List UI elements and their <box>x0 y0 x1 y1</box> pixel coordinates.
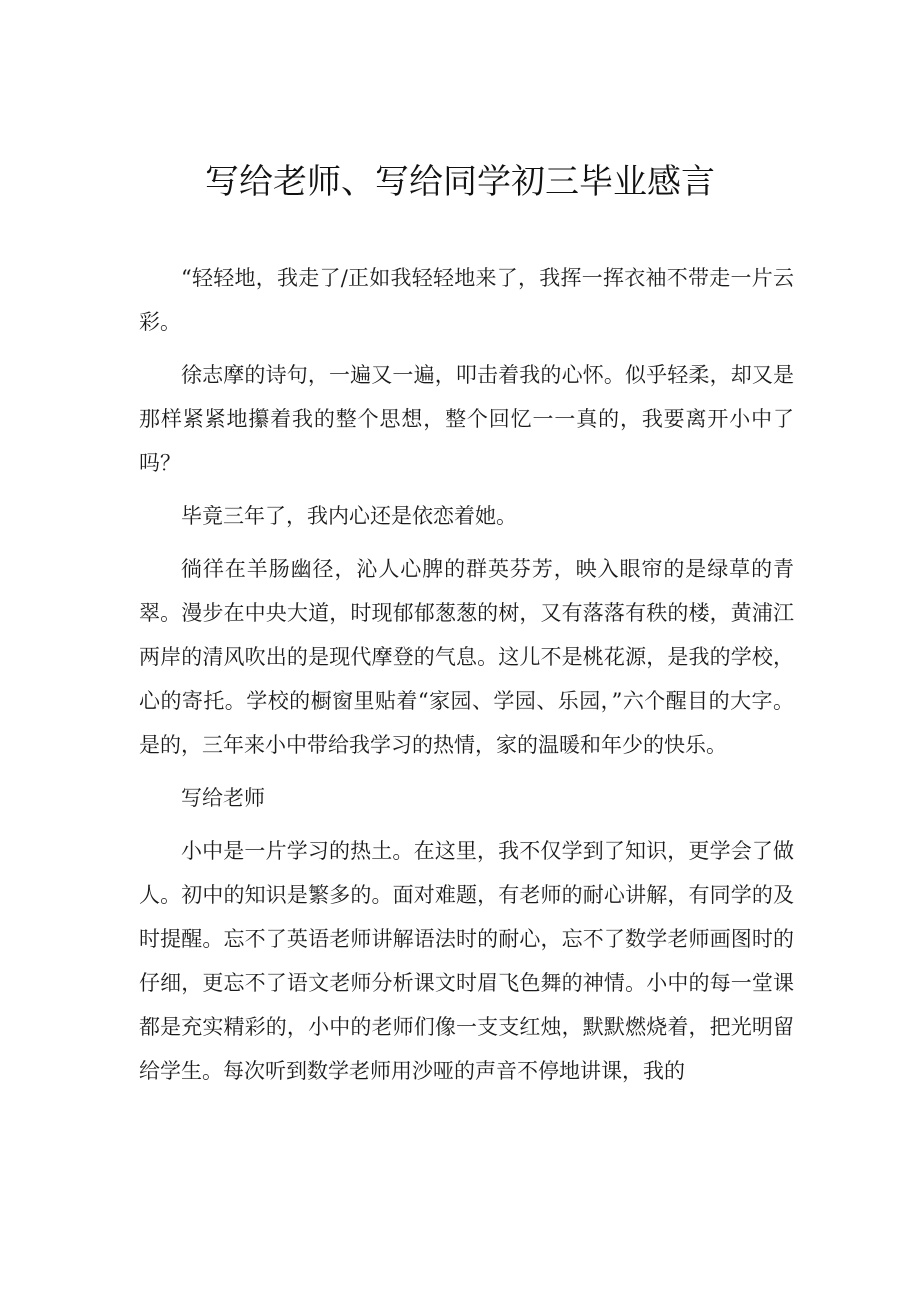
paragraph-three-years: 毕竟三年了，我内心还是依恋着她。 <box>181 504 517 528</box>
paragraph-xu-zhimo: 徐志摩的诗句，一遍又一遍，叩击着我的心怀。似乎轻柔，却又是那样紧紧地攥着我的整个思想，整个回忆一一真的，我要离开小中了吗？ <box>139 363 794 475</box>
paragraph-poem-quote: “轻轻地，我走了/正如我轻轻地来了，我挥一挥衣袖不带走一片云彩。 <box>139 266 794 334</box>
paragraph-campus: 徜徉在羊肠幽径，沁人心脾的群英芬芳，映入眼帘的是绿草的青翠。漫步在中央大道，时现郁郁葱葱的树，又有落落有秩的楼，黄浦江两岸的清风吹出的是现代摩登的气息。这儿不是桃花源，是我的学校，心的寄托。学校的橱窗里贴着“家园、学园、乐园，”六个醒目的大字。是的，三年来小中带给我学习的热情，家的温暖和年少的快乐。 <box>139 557 794 757</box>
document-body <box>139 256 794 1102</box>
paragraph-learning: 小中是一片学习的热土。在这里，我不仅学到了知识，更学会了做人。初中的知识是繁多的。面对难题，有老师的耐心讲解，有同学的及时提醒。忘不了英语老师讲解语法时的耐心，忘不了数学老师画图时的仔细，更忘不了语文老师分析课文时眉飞色舞的神情。小中的每一堂课都是充实精彩的，小中的老师们像一支支红烛，默默燃烧着，把光明留给学生。每次听到数学老师用沙哑的声音不停地讲课，我的 <box>139 839 794 1083</box>
document-title: 写给老师、写给同学初三毕业感言 <box>205 162 715 202</box>
section-heading-teachers: 写给老师 <box>181 786 265 810</box>
